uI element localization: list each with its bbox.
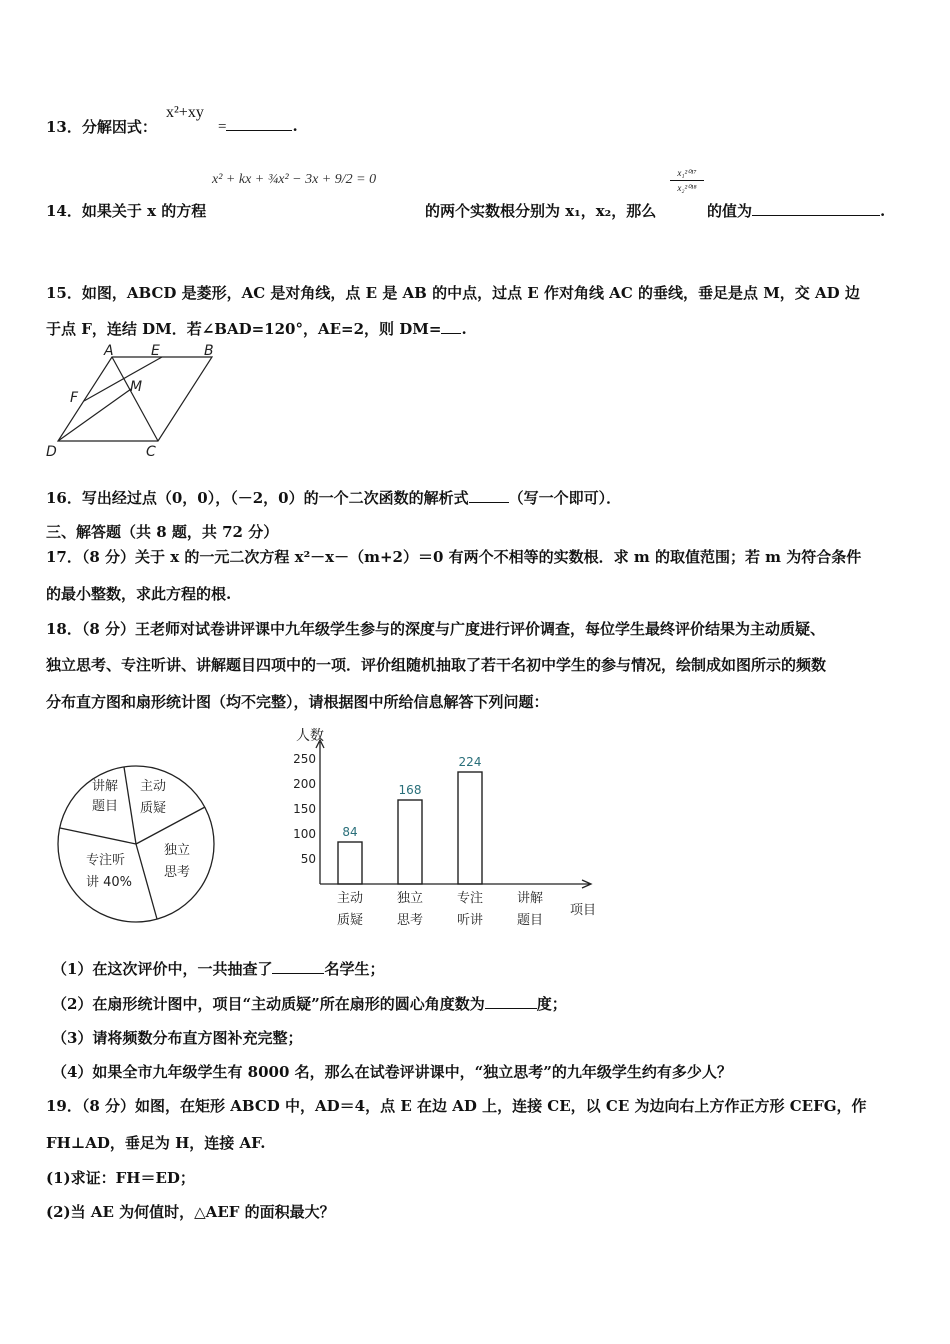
y-tick-label: 100 bbox=[293, 827, 316, 841]
pie-label-zhudong-1: 主动 bbox=[140, 779, 167, 794]
q16-tail: （写一个即可）． bbox=[508, 489, 622, 507]
pie-label-zhudong-2: 质疑 bbox=[140, 801, 167, 816]
q15-blank bbox=[441, 319, 461, 334]
y-tick-label: 150 bbox=[293, 802, 316, 816]
y-tick-label: 50 bbox=[300, 852, 316, 866]
x-axis-label: 项目 bbox=[570, 903, 597, 918]
pie-divider-1 bbox=[124, 767, 136, 844]
question-13 bbox=[46, 116, 157, 137]
q13-number: 13．分解因式： bbox=[46, 118, 157, 136]
pie-label-duli-2: 思考 bbox=[164, 865, 191, 880]
pie-label-zhuanzhu-1: 专注听 bbox=[86, 853, 126, 868]
bar bbox=[458, 772, 482, 884]
q14-tail-text: 的值为 bbox=[707, 202, 753, 220]
label-c: C bbox=[146, 444, 156, 460]
q16-blank bbox=[469, 488, 509, 503]
q13-equals: = bbox=[218, 119, 227, 135]
q18-sub2-tail: 度； bbox=[536, 995, 567, 1013]
pie-divider-3 bbox=[136, 844, 157, 919]
q13-blank bbox=[226, 116, 292, 131]
diagonal-ac bbox=[112, 357, 158, 441]
category-label: 质疑 bbox=[336, 913, 364, 928]
q15-line2-text: 于点 F，连结 DM．若∠BAD=120°，AE=2，则 DM= bbox=[46, 320, 442, 338]
category-label: 听讲 bbox=[456, 913, 484, 928]
segment-dm bbox=[58, 389, 131, 441]
category-label: 思考 bbox=[396, 913, 424, 928]
q19-sub1: (1)求证：FH＝ED； bbox=[46, 1169, 195, 1187]
bar-chart bbox=[290, 724, 610, 936]
q18-sub2-text: （2）在扇形统计图中，项目“主动质疑”所在扇形的圆心角度数为 bbox=[52, 995, 485, 1013]
q14-fraction bbox=[670, 166, 704, 195]
label-e: E bbox=[151, 344, 160, 359]
pie-label-jiangjie-1: 讲解 bbox=[92, 779, 119, 794]
label-a: A bbox=[104, 344, 114, 359]
q14-number: 14．如果关于 x 的方程 bbox=[46, 202, 207, 220]
q18-sub1-blank bbox=[272, 959, 324, 974]
q14-tail: 的值为 . bbox=[707, 202, 886, 220]
rhombus-figure bbox=[44, 344, 224, 460]
bar bbox=[338, 842, 362, 884]
category-label: 题目 bbox=[516, 913, 544, 928]
pie-chart bbox=[52, 760, 224, 924]
q18-sub2 bbox=[52, 993, 567, 1014]
q16-text: 16．写出经过点（0，0），（－2，0）的一个二次函数的解析式 bbox=[46, 489, 469, 507]
question-16 bbox=[46, 487, 621, 508]
pie-label-zhuanzhu-2: 讲 40% bbox=[86, 875, 133, 890]
q14-fraction-numerator: x₁²⁰¹⁷ bbox=[677, 168, 697, 178]
q13-answer: = . bbox=[218, 117, 298, 135]
q19-sub2: (2)当 AE 为何值时，△AEF 的面积最大？ bbox=[46, 1203, 335, 1221]
bar-value-label: 224 bbox=[458, 755, 482, 769]
label-f: F bbox=[70, 390, 79, 406]
pie-label-duli-1: 独立 bbox=[164, 843, 191, 858]
pie-label-jiangjie-2: 题目 bbox=[92, 799, 119, 814]
category-label: 主动 bbox=[336, 891, 364, 906]
q18-sub2-blank bbox=[485, 994, 537, 1009]
label-m: M bbox=[130, 379, 143, 395]
q15-line2: 于点 F，连结 DM．若∠BAD=120°，AE=2，则 DM= . bbox=[46, 320, 467, 338]
y-tick-label: 200 bbox=[293, 777, 316, 791]
category-label: 专注 bbox=[456, 891, 484, 906]
q14-equation: x² + kx + ¾x² − 3x + 9/2 = 0 bbox=[212, 172, 377, 187]
q18-sub1-tail: 名学生； bbox=[324, 960, 385, 978]
q18-sub1 bbox=[52, 958, 384, 979]
q18-line3: 分布直方图和扇形统计图（均不完整），请根据图中所给信息解答下列问题： bbox=[46, 693, 549, 711]
label-d: D bbox=[46, 444, 57, 460]
q14-blank bbox=[752, 201, 880, 216]
q18-sub4: （4）如果全市九年级学生有 8000 名，那么在试卷评讲课中，“独立思考”的九年级学生约有多少人？ bbox=[52, 1063, 732, 1081]
q14-middle: 的两个实数根分别为 x₁，x₂，那么 bbox=[425, 202, 657, 220]
y-tick-label: 250 bbox=[293, 752, 316, 766]
q18-line2: 独立思考、专注听讲、讲解题目四项中的一项．评价组随机抽取了若干名初中学生的参与情况，绘制成如图所示的频数 bbox=[46, 656, 827, 674]
q18-sub1-text: （1）在这次评价中，一共抽查了 bbox=[52, 960, 273, 978]
label-b: B bbox=[204, 344, 214, 359]
bar-value-label: 168 bbox=[398, 783, 422, 797]
q14-fraction-denominator: x₂²⁰¹⁸ bbox=[670, 180, 704, 195]
q17-line1: 17．（8 分）关于 x 的一元二次方程 x²－x－（m+2）＝0 有两个不相等的实数根．求 m 的取值范围；若 m 为符合条件 bbox=[46, 548, 862, 566]
section-3-title: 三、解答题（共 8 题，共 72 分） bbox=[46, 523, 279, 541]
category-label: 讲解 bbox=[516, 891, 544, 906]
q18-sub3: （3）请将频数分布直方图补充完整； bbox=[52, 1029, 303, 1047]
y-axis-label: 人数 bbox=[296, 728, 324, 744]
category-label: 独立 bbox=[396, 891, 424, 906]
q19-line1: 19．（8 分）如图，在矩形 ABCD 中，AD＝4，点 E 在边 AD 上，连接 CE，以 CE 为边向右上方作正方形 CEFG，作 bbox=[46, 1097, 867, 1115]
q15-line1: 15．如图，ABCD 是菱形，AC 是对角线，点 E 是 AB 的中点，过点 E 作对角线 AC 的垂线，垂足是点 M，交 AD 边 bbox=[46, 284, 860, 302]
pie-divider-4 bbox=[60, 828, 136, 844]
bar bbox=[398, 800, 422, 884]
q19-line2: FH⊥AD，垂足为 H，连接 AF. bbox=[46, 1134, 266, 1152]
q17-line2: 的最小整数，求此方程的根. bbox=[46, 585, 232, 603]
bar-value-label: 84 bbox=[342, 825, 358, 839]
q18-line1: 18．（8 分）王老师对试卷讲评课中九年级学生参与的深度与广度进行评价调查，每位学生最终评价结果为主动质疑、 bbox=[46, 620, 826, 638]
q13-expression: x²+xy bbox=[166, 104, 204, 121]
